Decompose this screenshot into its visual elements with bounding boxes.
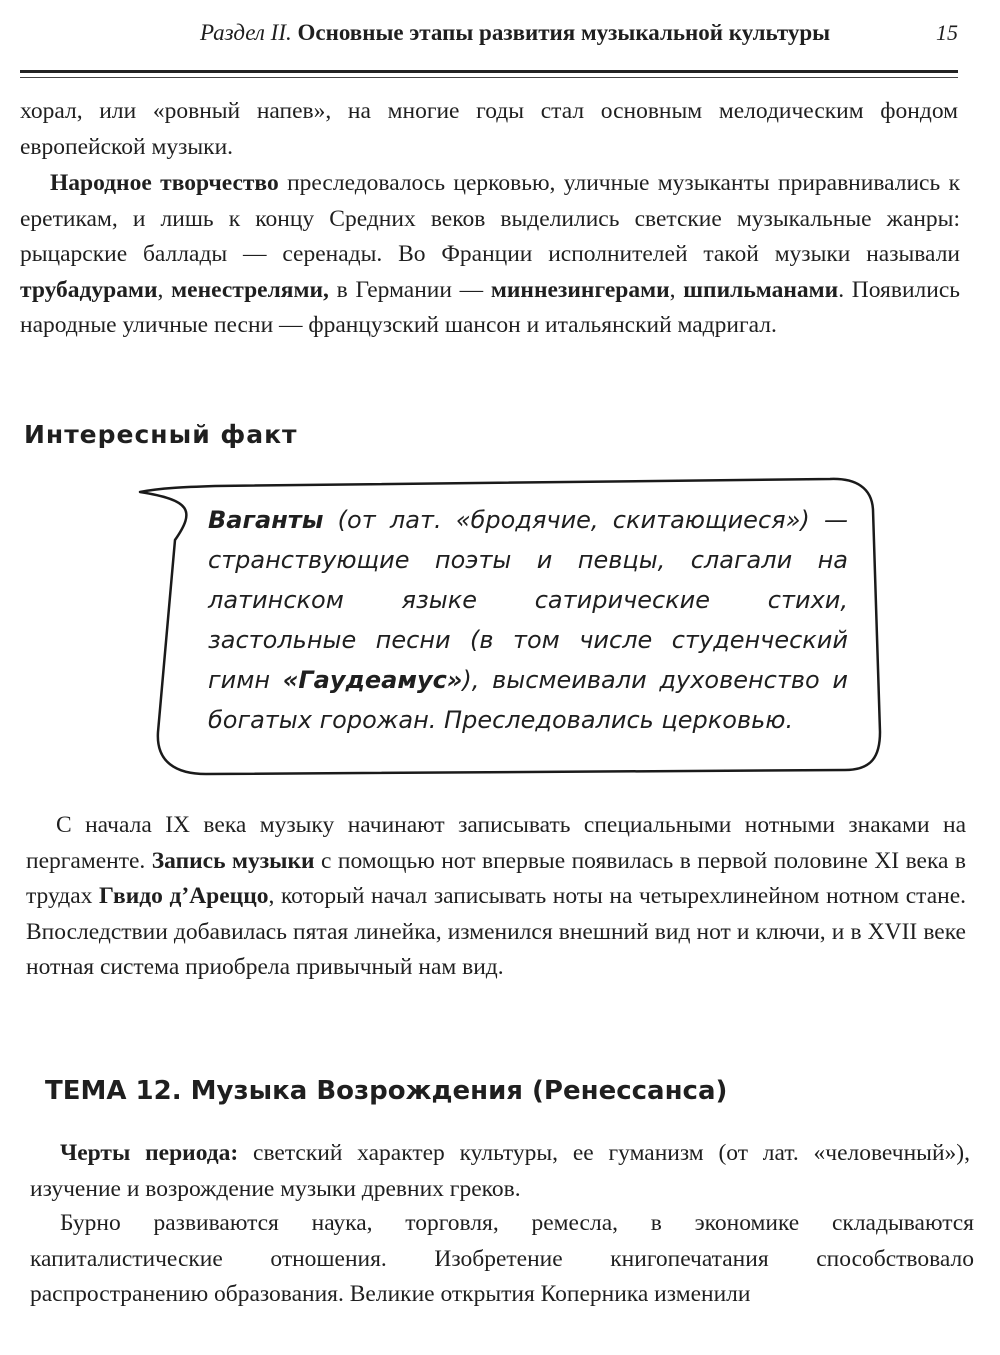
intro-paragraph: хорал, или «ровный напев», на многие годы стал основным мелодическим фондом европейской музыки. xyxy=(20,98,958,160)
folk-text-3: . Появились народные уличные песни — французский шансон и итальянский мадригал. xyxy=(20,276,960,338)
header-rule-thin xyxy=(20,77,958,78)
notation-text-1: С начала IX века музыку начинают записывать специальными нотными знаками на пергаменте. xyxy=(26,812,966,874)
fact-text-2: ), высмеивали духовенство и богатых горожан. Преследовались церковью. xyxy=(208,666,848,734)
folk-text-2: в Германии — xyxy=(328,276,491,303)
notation-paragraph xyxy=(26,808,966,986)
header-rule-thick xyxy=(20,70,958,73)
page-number: 15 xyxy=(936,20,958,45)
term-spielmann: шпильманами xyxy=(683,276,839,303)
folk-sep-2: , xyxy=(669,276,684,303)
term-traits: Черты периода: xyxy=(60,1140,239,1166)
section-label: Раздел II. xyxy=(200,20,292,45)
fact-text-1: (от лат. «бродячие, скитающиеся») — странствующие поэты и певцы, слагали на латинском языке сатирические стихи, застольные песни (в том числе студенческий гимн xyxy=(208,506,848,694)
folk-sep-1: , xyxy=(157,276,172,303)
term-folk: Народное творчество xyxy=(50,170,279,196)
notation-text-2: с помощью нот впервые появилась в первой половине XI века в трудах xyxy=(26,847,966,909)
science-paragraph xyxy=(30,1206,974,1313)
term-troubadours: трубадурами xyxy=(20,276,158,303)
science-text: Бурно развиваются наука, торговля, ремесла, в экономике складываются капиталистические отношения. Изобретение книгопечатания способствовало распространению образования. Великие открытия Коперника изменили xyxy=(30,1210,974,1307)
folk-text-1: преследовалось церковью, уличные музыканты приравнивались к еретикам, и лишь к концу Средних веков выделились светские музыкальные жанры: рыцарские баллады — серенады. Во Франции исполнителей такой музыки называли xyxy=(20,170,961,267)
section-title: Основные этапы развития музыкальной культуры xyxy=(297,20,831,45)
topic-title: ТЕМА 12. Музыка Возрождения (Ренессанса) xyxy=(45,1076,728,1106)
term-minnesingers: миннезингерами xyxy=(490,276,670,303)
notation-text-3: , который начал записывать ноты на четырехлинейном нотном стане. Впоследствии добавилась пятая линейка, изменился внешний вид нот и ключи, и в XVII веке нотная система приобрела привычный нам вид. xyxy=(26,883,967,980)
term-vagants: Ваганты xyxy=(208,506,324,534)
traits-paragraph xyxy=(30,1136,970,1207)
running-header xyxy=(200,20,960,60)
term-music-notation: Запись музыки xyxy=(151,847,315,874)
folk-paragraph xyxy=(20,166,960,344)
hymn-name: «Гаудеамус» xyxy=(282,666,463,694)
traits-text: светский характер культуры, ее гуманизм (от лат. «человечный»), изучение и возрождение музыки древних греков. xyxy=(30,1140,970,1202)
term-minstrels: менестрелями, xyxy=(171,276,329,303)
fact-text xyxy=(208,500,848,740)
name-guido: Гвидо д’Ареццо xyxy=(98,883,269,909)
fact-heading: Интересный факт xyxy=(24,420,298,449)
